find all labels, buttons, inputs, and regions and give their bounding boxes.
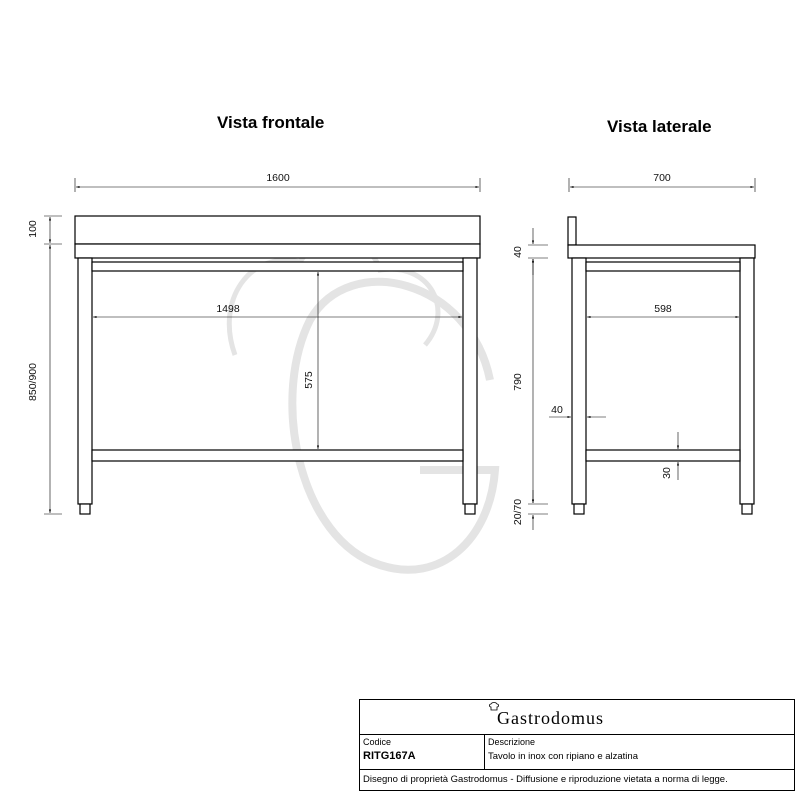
front-worktop <box>75 244 480 258</box>
dim-front-inner-length: 1498 <box>216 303 240 315</box>
dim-front-length: 1600 <box>266 172 290 184</box>
front-view-title: Vista frontale <box>217 113 325 132</box>
side-worktop <box>568 245 755 258</box>
title-block-logo-row <box>360 700 794 735</box>
description-cell <box>485 735 794 769</box>
description-label: Descrizione <box>488 737 536 747</box>
side-backsplash <box>568 217 576 245</box>
dim-side-leg-width: 40 <box>551 404 563 416</box>
side-top-rail <box>586 262 740 271</box>
watermark-logo <box>229 241 495 570</box>
description-value: Tavolo in inox con ripiano e alzatina <box>488 751 638 762</box>
dim-side-foot: 20/70 <box>512 498 524 526</box>
front-top-rail <box>92 262 463 271</box>
code-label: Codice <box>363 737 392 747</box>
side-leg-front <box>740 258 754 504</box>
side-foot-front <box>742 504 752 514</box>
dim-side-shelf-thickness: 30 <box>661 467 673 479</box>
code-cell <box>360 735 485 769</box>
title-block-info-row <box>360 735 794 770</box>
side-leg-back <box>572 258 586 504</box>
code-value: RITG167A <box>363 750 416 762</box>
dim-front-clearance: 575 <box>303 371 315 389</box>
front-foot-left <box>80 504 90 514</box>
dim-front-backsplash: 100 <box>27 220 39 238</box>
title-block <box>359 699 795 791</box>
front-backsplash <box>75 216 480 244</box>
front-undershelf <box>92 450 463 461</box>
company-logo: Gastrodomus <box>497 708 604 728</box>
dim-side-leg-height: 790 <box>512 373 524 391</box>
side-dimensions <box>512 172 755 530</box>
side-undershelf <box>586 450 740 461</box>
front-foot-right <box>465 504 475 514</box>
ownership-notice: Disegno di proprietà Gastrodomus - Diffusione e riproduzione vietata a norma di legge. <box>363 774 728 785</box>
side-foot-back <box>574 504 584 514</box>
front-leg-left <box>78 258 92 504</box>
side-view-title: Vista laterale <box>607 117 712 136</box>
dim-front-height: 850/900 <box>27 363 39 401</box>
dim-side-inner-depth: 598 <box>654 303 672 315</box>
dim-side-depth: 700 <box>653 172 671 184</box>
front-leg-right <box>463 258 477 504</box>
dim-side-top-thickness: 40 <box>512 246 524 258</box>
